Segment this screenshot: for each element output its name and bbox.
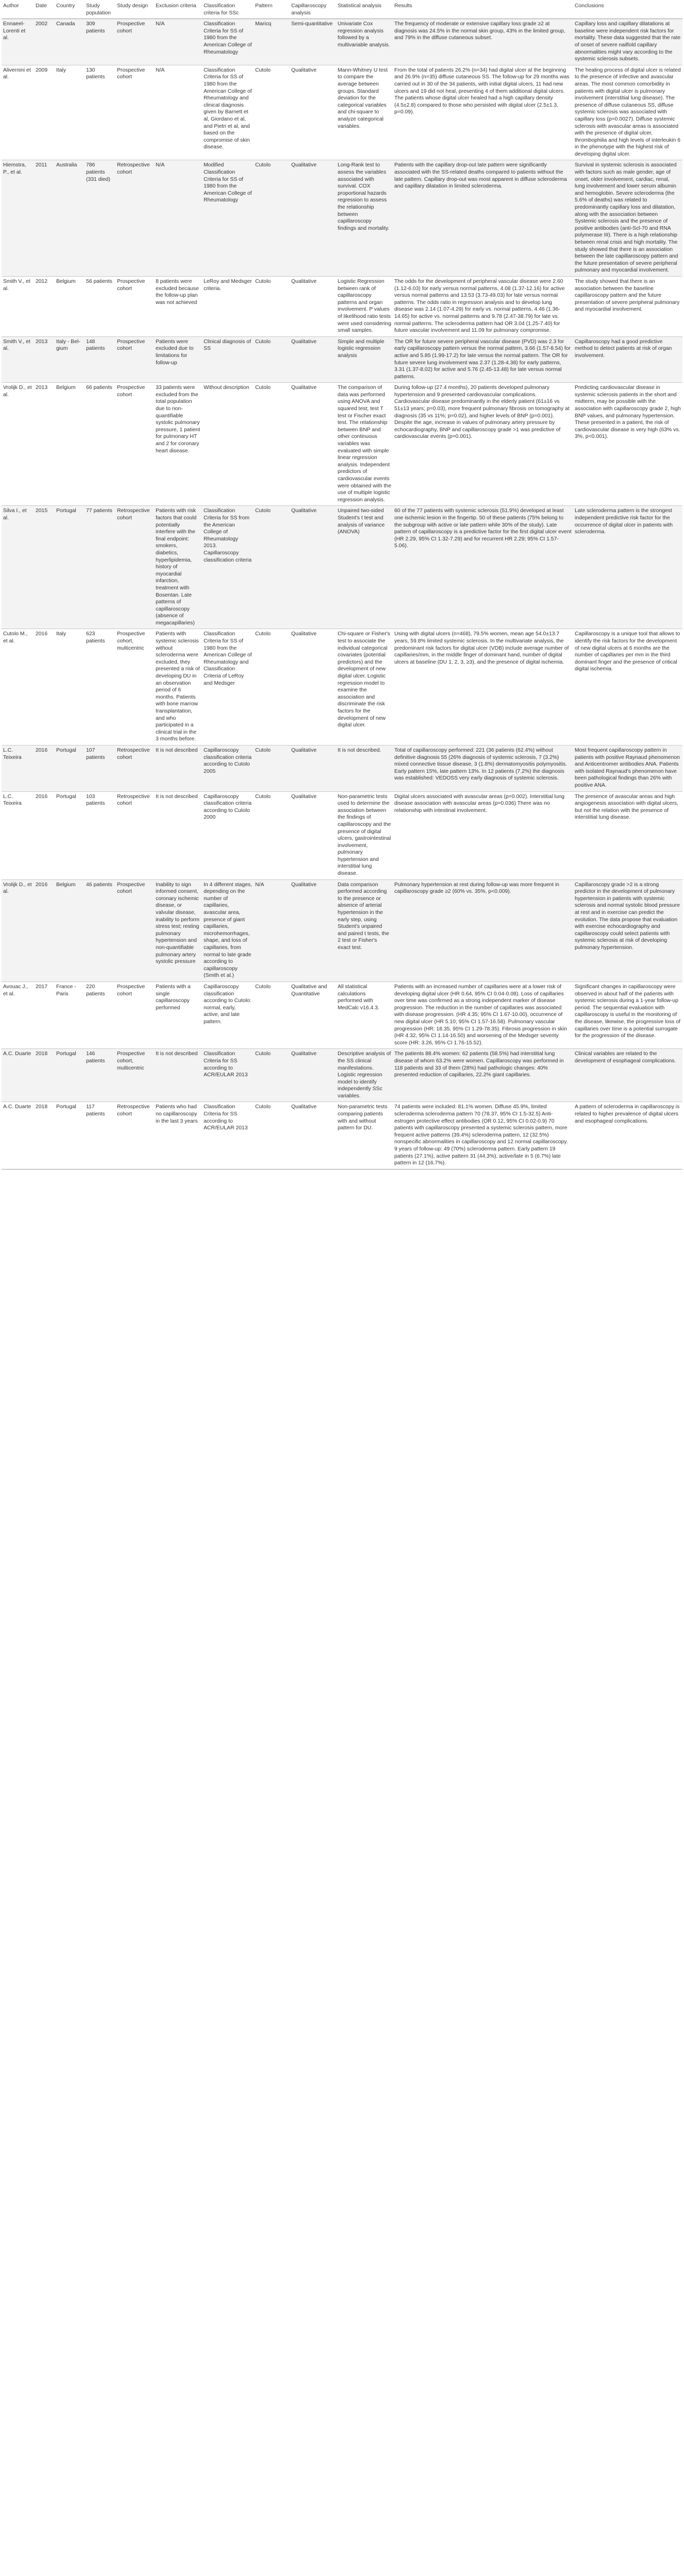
author-cell: Smith V., et al. — [2, 276, 34, 336]
design-cell: Retrospective cohort — [115, 791, 154, 879]
table-row — [2, 276, 682, 336]
capillaroscopy-cell: Qualitative — [290, 506, 336, 629]
results-cell: 60 of the 77 patients with systemic sclerosis (51.9%) developed at least one ischemic lesion in the fingertip. 50 of these patients (75% belong to the subgroup with active or late pattern while 30% of the study). Late pattern of capillaroscopy is a predictive factor for the first digital ulcer event (HR 2.29, 95% CI 1.32-7.29) and for recurrent HR 2.29; 95% CI 1.57-5.06). — [393, 506, 573, 629]
pattern-cell: Cutolo — [254, 791, 290, 879]
statistical-cell: Univariate Cox regression analysis followed by a multivariable analysis. — [336, 19, 393, 65]
header-conclusions: Conclusions — [573, 2, 682, 19]
population-cell: 220 patients — [85, 981, 115, 1048]
conclusions-cell: Most frequent capillaroscopy pattern in patients with positive Raynaud phenomenon and Anticentromer antibodies ANA. Patients with isolated Raynaud's phenomenon have been pathological findings than 26% with positive ANA. — [573, 745, 682, 791]
country-cell: Australia — [55, 160, 85, 277]
pattern-cell: Cutolo — [254, 1049, 290, 1102]
exclusion-cell: 33 patients were excluded from the total population due to non-quantifiable systolic pulmonary pressure, 1 patient for pulmonary HT and 2 for coronary heart disease. — [154, 383, 202, 506]
table-row — [2, 791, 682, 879]
author-cell: Avouac J., et al. — [2, 981, 34, 1048]
date-cell: 2016 — [34, 791, 55, 879]
conclusions-cell: Survival in systemic sclerosis is associated with factors such as male gender, age of onset, older involvement, cardiac, renal, lung involvement and lower serum albumin and hemoglobin. Severe scleroderma (the 5.6% of deaths) was related to predominantly capillary loss and dilatation, along with the association between Systemic sclerosis and the presence of positive antibodies (anti-Scl-70 and RNA polymerase III). There is a high relationship between renal crisis and high mortality. The study showed that there is an association between the late capillaroscopy pattern and the future presentation of severe peripheral pulmonary and myocardial involvement. — [573, 160, 682, 277]
pattern-cell: Cutolo — [254, 629, 290, 745]
classification-cell: In 4 different stages, depending on the number of capillaries, avascular area, presence of giant capillaries, microhemorrhages, shape, and loss of capillaries, from normal to late grade according to capillaroscopy (Smith et al.) — [202, 879, 254, 981]
pattern-cell: Cutolo — [254, 276, 290, 336]
population-cell: 56 patients — [85, 276, 115, 336]
date-cell: 2011 — [34, 160, 55, 277]
capillaroscopy-cell: Qualitative — [290, 629, 336, 745]
author-cell: Vrolijk D., et al. — [2, 879, 34, 981]
population-cell: 786 patients (331 died) — [85, 160, 115, 277]
population-cell: 117 patients — [85, 1102, 115, 1169]
author-cell: Smith V., et al. — [2, 336, 34, 383]
pattern-cell: Cutolo — [254, 745, 290, 791]
conclusions-cell: Capillaroscopy grade >2 is a strong predictor in the development of pulmonary hypertension in patients with systemic sclerosis and normal systolic blood pressure at rest and in exercise can predict the evolution. The data propose that evaluation with exercise echocardiography and capillaroscopy could select patients with systemic sclerosis at risk of developing pulmonary hypertension. — [573, 879, 682, 981]
design-cell: Prospective cohort, multicentric — [115, 629, 154, 745]
header-exclusion-criteria: Exclusion criteria — [154, 2, 202, 19]
pattern-cell: Cutolo — [254, 65, 290, 160]
date-cell: 2015 — [34, 506, 55, 629]
header-results: Results — [393, 2, 573, 19]
results-cell: The odds for the development of peripheral vascular disease were 2.60 (1.12-6.03) for early versus normal patterns, 4.08 (1.37-12.16) for active versus normal patterns and 13.53 (3.73-49.03) for late versus normal patterns. The odds ratio in regression analysis and to develop lung disease was 2.14 (1.07-4.29) for early vs. normal patterns, 4.46 (1.36-14.65) for active vs. normal patterns and 9.78 (2.47-38.79) for late vs. normal patterns. The scleroderma pattern had OR 3.04 (1.25-7.40) for future vascular involvement and 11.09 for pulmonary compromise. — [393, 276, 573, 336]
country-cell: Portugal — [55, 745, 85, 791]
table-row — [2, 879, 682, 981]
country-cell: Canada — [55, 19, 85, 65]
exclusion-cell: Patients with a single capillaroscopy performed — [154, 981, 202, 1048]
exclusion-cell: It is not described — [154, 791, 202, 879]
author-cell: Ennaeel-Lorenti et al. — [2, 19, 34, 65]
date-cell: 2009 — [34, 65, 55, 160]
classification-cell: Classification Criteria for SS of 1980 from the American College of Rheumatology — [202, 19, 254, 65]
table-row — [2, 981, 682, 1048]
statistical-cell: Chi-square or Fisher's test to associate the individual categorical covariates (potential predictors) and the development of new digital ulcer. Logistic regression model to examine the association and discriminate the risk factors for the development of new digital ulcer. — [336, 629, 393, 745]
statistical-cell: Logistic Regression between rank of capillaroscopy patterns and organ involvement. P values of likelihood ratio tests were used considering small samples. — [336, 276, 393, 336]
pattern-cell: N/A — [254, 879, 290, 981]
exclusion-cell: 8 patients were excluded because the follow-up plan was not achieved — [154, 276, 202, 336]
country-cell: Italy — [55, 629, 85, 745]
design-cell: Prospective cohort — [115, 276, 154, 336]
author-cell: Silva I., et al. — [2, 506, 34, 629]
classification-cell: Without description — [202, 383, 254, 506]
exclusion-cell: Patients with risk factors that could potentially interfere with the final endpoint: smokers, diabetics, hyperlipidemia, history of myocardial infarction, treatment with Bosentan. Late patterns of capillaroscopy (absence of megacapillaries) — [154, 506, 202, 629]
classification-cell: Clinical diagnosis of SS — [202, 336, 254, 383]
capillaroscopy-cell: Qualitative — [290, 1049, 336, 1102]
country-cell: Italy - Bel-gium — [55, 336, 85, 383]
table-row — [2, 160, 682, 277]
design-cell: Prospective cohort — [115, 981, 154, 1048]
population-cell: 623 patients — [85, 629, 115, 745]
capillaroscopy-cell: Semi-quantitative — [290, 19, 336, 65]
statistical-cell: Non-parametric tests used to determine the association between the findings of capillaroscopy and the presence of digital ulcers, gastrointestinal involvement, pulmonary hypertension and interstitial lung disease. — [336, 791, 393, 879]
country-cell: Belgium — [55, 879, 85, 981]
studies-table — [2, 2, 682, 1170]
pattern-cell: Cutolo — [254, 1102, 290, 1169]
pattern-cell: Cutolo — [254, 160, 290, 277]
statistical-cell: Long-Rank test to assess the variables associated with survival. COX proportional hazards regression to assess the relationship between capillaroscopy findings and mortality. — [336, 160, 393, 277]
design-cell: Prospective cohort — [115, 19, 154, 65]
conclusions-cell: A pattern of scleroderma in capillaroscopy is related to higher prevalence of digital ulcers and esophageal complications. — [573, 1102, 682, 1169]
design-cell: Retrospective cohort — [115, 745, 154, 791]
conclusions-cell: Clinical variables are related to the development of esophageal complications. — [573, 1049, 682, 1102]
conclusions-cell: Late scleroderma pattern is the strongest independent predictive risk factor for the occurrence of digital ulcer in patients with scleroderma. — [573, 506, 682, 629]
design-cell: Prospective cohort, multicentric — [115, 1049, 154, 1102]
results-cell: During follow-up (27.4 months), 20 patients developed pulmonary hypertension and 9 presented cardiovascular complications. Cardiovascular disease predominantly in the elderly patient (61±16 vs 51±13 years; p=0.03), more frequent pulmonary fibrosis on tomography at diagnosis (35 vs 11%; p=0.02), and higher levels of BNP (p=0.001). Despite the age, increase in values of pulmonary artery pressure by echocardiography, BNP and capillaroscopy grade >1 was predictive of cardiovascular events (p=0.001). — [393, 383, 573, 506]
population-cell: 77 patients — [85, 506, 115, 629]
date-cell: 2013 — [34, 336, 55, 383]
design-cell: Retrospective cohort — [115, 506, 154, 629]
results-cell: From the total of patients 26.2% (n=34) had digital ulcer at the beginning and 26.9% (n=35) diffuse cutaneous SS. The follow-up for 29 months was carried out in 30 of the 34 patients, with initial digital ulcers, 11 had new ulcers and 19 did not heal, presenting 4 of them additional digital ulcers. The patients whose digital ulcer healed had a high capillary density (4.5±2.8) compared to those who persisted with digital ulcer (2.5±1.3, p=0.09). — [393, 65, 573, 160]
country-cell: Belgium — [55, 276, 85, 336]
design-cell: Prospective cohort — [115, 879, 154, 981]
date-cell: 2016 — [34, 629, 55, 745]
conclusions-cell: The healing process of digital ulcer is related to the presence of infective and avascular areas. The most common comorbidity in patients with digital ulcer is pulmonary involvement (interstitial lung disease). The presence of diffuse cutaneous SS, diffuse systemic sclerosis was associated with capillary loss (p=0.0027). Diffuse systemic sclerosis with avascular areas is associated with the presence of digital ulcer, thrombophilia and high levels of interleukin 6 in the phenotype with the highest risk of developing digital ulcer. — [573, 65, 682, 160]
statistical-cell: Unpaired two-sided Student's t test and analysis of variance (ANOVA) — [336, 506, 393, 629]
population-cell: 66 patients — [85, 383, 115, 506]
population-cell: 130 patients — [85, 65, 115, 160]
results-cell: The frequency of moderate or extensive capillary loss grade ≥2 at diagnosis was 24.5% in the normal skin group, 43% in the limited group, and 79% in the diffuse cutaneous subset. — [393, 19, 573, 65]
capillaroscopy-cell: Qualitative — [290, 160, 336, 277]
statistical-cell: Simple and multiple logistic regression analysis — [336, 336, 393, 383]
results-cell: Digital ulcers associated with avascular areas (p=0.002). Interstitial lung disease association with avascular areas (p=0.036) There was no relationship with intestinal involvement. — [393, 791, 573, 879]
header-author: Author — [2, 2, 34, 19]
header-pattern: Pattern — [254, 2, 290, 19]
date-cell: 2012 — [34, 276, 55, 336]
classification-cell: Classification Criteria for SS of 1980 from the American College of Rheumatology and clinical diagnosis given by Barnett et al, Giordano et al, and Pietri et al, and based on the compromise of skin disease. — [202, 65, 254, 160]
date-cell: 2013 — [34, 383, 55, 506]
design-cell: Prospective cohort — [115, 383, 154, 506]
statistical-cell: It is not described. — [336, 745, 393, 791]
header-study-population: Study population — [85, 2, 115, 19]
design-cell: Prospective cohort — [115, 65, 154, 160]
results-cell: Pulmonary hypertension at rest during follow-up was more frequent in capillaroscopy grade ≥2 (60% vs. 35%, p<0.009). — [393, 879, 573, 981]
pattern-cell: Cutolo — [254, 336, 290, 383]
date-cell: 2016 — [34, 745, 55, 791]
classification-cell: Capillaroscopy classification criteria according to Cutolo 2000 — [202, 791, 254, 879]
pattern-cell: Cutolo — [254, 383, 290, 506]
header-statistical-analysis: Statistical analysis — [336, 2, 393, 19]
capillaroscopy-cell: Qualitative — [290, 879, 336, 981]
capillaroscopy-cell: Qualitative — [290, 65, 336, 160]
statistical-cell: All statistical calculations performed with MedCalc v16.4.3. — [336, 981, 393, 1048]
exclusion-cell: N/A — [154, 19, 202, 65]
classification-cell: Classification Criteria for SS according to ACR/EULAR 2013 — [202, 1049, 254, 1102]
author-cell: Hiemstra, P., et al. — [2, 160, 34, 277]
header-capillaroscopy-analysis: Capillaroscopy analysis — [290, 2, 336, 19]
table-row — [2, 19, 682, 65]
country-cell: Portugal — [55, 791, 85, 879]
results-cell: Total of capillaroscopy performed: 221 (36 patients (62.4%) without definitive diagnosis 55 (26% diagnosis of systemic sclerosis, 7 (3.2%) mixed connective tissue disease, 3 (1.8%) dermatomyositis polymyositis. Early pattern 15%, late pattern 13%. In 12 patients (7.2%) the diagnosis was established: VEDOSS very early diagnosis of systemic sclerosis. — [393, 745, 573, 791]
author-cell: L.C. Teixeira — [2, 745, 34, 791]
classification-cell: Capillaroscopy classification according to Cutolo: normal, early, active, and late pattern. — [202, 981, 254, 1048]
design-cell: Retrospective cohort — [115, 160, 154, 277]
classification-cell: LeRoy and Medsger criteria. — [202, 276, 254, 336]
exclusion-cell: Patients who had no capillaroscopy in the last 3 years — [154, 1102, 202, 1169]
exclusion-cell: Inability to sign informed consent, coronary ischemic disease, or valvular disease, inability to perform stress test; resting pulmonary hypertension and non-quantifiable pulmonary artery systolic pressure — [154, 879, 202, 981]
classification-cell: Classification Criteria for SS according to ACR/EULAR 2013 — [202, 1102, 254, 1169]
population-cell: 309 patients — [85, 19, 115, 65]
table-row — [2, 1102, 682, 1169]
statistical-cell: Non-parametric tests comparing patients with and without pattern for DU. — [336, 1102, 393, 1169]
capillaroscopy-cell: Qualitative — [290, 276, 336, 336]
exclusion-cell: N/A — [154, 160, 202, 277]
design-cell: Retrospective cohort — [115, 1102, 154, 1169]
author-cell: Vrolijk D., et al. — [2, 383, 34, 506]
capillaroscopy-cell: Qualitative — [290, 383, 336, 506]
statistical-cell: Mann-Whitney U test to compare the average between groups. Standard deviation for the categorical variables and chi-square to analyze categorical variables. — [336, 65, 393, 160]
results-cell: Using with digital ulcers (n=468), 79.5% women, mean age 54.0±13.7 years, 59.8% limited systemic sclerosis. In the multivariate analysis, the predominant risk factors for digital ulcer (VDB) include average number of capillaries/mm, in the middle finger of dominant hand, number of digital ulcers at baseline (DU 1, 2, 3, ≥3), and the presence of digital ischemia. — [393, 629, 573, 745]
conclusions-cell: Capillary loss and capillary dilatations at baseline were independent risk factors for mortality. These data suggested that the rate of onset of severe nailfold capillary abnormalities might vary according to the systemic sclerosis subsets. — [573, 19, 682, 65]
exclusion-cell: It is not described — [154, 745, 202, 791]
classification-cell: Modified Classification Criteria for SS of 1980 from the American College of Rheumatology — [202, 160, 254, 277]
classification-cell: Classification Criteria for SS from the American College of Rheumatology 2013. Capillaroscopy classification criteria — [202, 506, 254, 629]
country-cell: Portugal — [55, 1102, 85, 1169]
conclusions-cell: Significant changes in capillaroscopy were observed in about half of the patients with systemic sclerosis during a 1-year follow-up period. The sequential evaluation with capillaroscopy is useful in the monitoring of the disease, likewise, the progressive loss of capillaries over time is a potential surrogate for the progression of the disease. — [573, 981, 682, 1048]
statistical-cell: The comparison of data was performed using ANOVA and squared test; test T test or Fischer exact test. The relationship between BNP and other continuous variables was evaluated with simple linear regression analysis. Independent predictors of cardiovascular events were obtained with the use of multiple logistic regression analysis. — [336, 383, 393, 506]
exclusion-cell: Patients were excluded due to limitations for follow-up — [154, 336, 202, 383]
results-cell: The OR for future severe peripheral vascular disease (PVD) was 2.3 for early capillaroscopy pattern versus the normal pattern, 3.66 (1.57-8.54) for active and 5.85 (1.99-17.2) for late versus the normal pattern. The OR for future severe lung involvement was 2.37 (1.28-4.38) for early patterns, 3.31 (1.37-8.02) for active and 5.76 (2.45-13.48) for late versus normal patterns. — [393, 336, 573, 383]
country-cell: Belgium — [55, 383, 85, 506]
author-cell: A.C. Duarte — [2, 1102, 34, 1169]
capillaroscopy-cell: Qualitative and Quantitative — [290, 981, 336, 1048]
table-row — [2, 65, 682, 160]
exclusion-cell: It is not described — [154, 1049, 202, 1102]
country-cell: Italy — [55, 65, 85, 160]
statistical-cell: Data comparison performed according to the presence or absence of arterial hypertension in the early step, using Student's unpaired and paired t tests, the 2 test or Fisher's exact test. — [336, 879, 393, 981]
date-cell: 2016 — [34, 879, 55, 981]
date-cell: 2018 — [34, 1102, 55, 1169]
date-cell: 2018 — [34, 1049, 55, 1102]
header-date: Date — [34, 2, 55, 19]
conclusions-cell: Capillaroscopy is a unique tool that allows to identify the risk factors for the development of new digital ulcers at 6 months are the number of capillaries per mm in the third dominant finger and the presence of critical digital ischemia. — [573, 629, 682, 745]
population-cell: 148 patients — [85, 336, 115, 383]
pattern-cell: Cutolo — [254, 981, 290, 1048]
capillaroscopy-cell: Qualitative — [290, 1102, 336, 1169]
country-cell: France - Paris — [55, 981, 85, 1048]
country-cell: Portugal — [55, 1049, 85, 1102]
pattern-cell: Maricq — [254, 19, 290, 65]
table-header-row — [2, 2, 682, 19]
header-classification-criteria: Classification criteria for SSc — [202, 2, 254, 19]
header-study-design: Study design — [115, 2, 154, 19]
capillaroscopy-cell: Qualitative — [290, 745, 336, 791]
date-cell: 2002 — [34, 19, 55, 65]
exclusion-cell: Patients with systemic sclerosis without scleroderma were excluded, they presented a risk of developing DU in an observation period of 6 months. Patients with bone marrow transplantation, and who participated in a clinical trial in the 3 months before. — [154, 629, 202, 745]
capillaroscopy-cell: Qualitative — [290, 336, 336, 383]
population-cell: 103 patients — [85, 791, 115, 879]
results-cell: 74 patients were included: 81.1% women. Diffuse 45.9%, limited scleroderma scleroderma pattern 70 (78.37, 95% CI 1.5-32.5) Anti-estrogen protective effect antibodies (OR 0.12, 95% CI 0.02-0.9) 70 patients with capillaroscopy presented a systemic sclerosis pattern, more frequent active patterns (39.4%) scleroderma pattern, 12 (32.5%) nonspecific abnormalities in capillaroscopy and 12 normal capillaroscopy. 9 years of follow-up: 49 (70%) scleroderma pattern. Early pattern 19 patients (27.1%), active pattern 31 (44.3%), active/late in 5 (6.7%) late pattern in 12 (16.7%). — [393, 1102, 573, 1169]
design-cell: Prospective cohort — [115, 336, 154, 383]
table-row — [2, 336, 682, 383]
capillaroscopy-cell: Qualitative — [290, 791, 336, 879]
statistical-cell: Descriptive analysis of the SS clinical manifestations. Logistic regression model to identify independently SSc variables. — [336, 1049, 393, 1102]
table-row — [2, 629, 682, 745]
results-cell: Patients with an increased number of capillaries were at a lower risk of developing digital ulcer (HR 0.64, 95% CI 0.04-0.08). Loss of capillaries over time was confirmed as a strong independent marker of disease progression. The reduction in the number of capillaries was associated with disease progression. (HR 4.35; 95% CI 1.67-10.00), occurrence of new digital ulcer (HR 5.10; 95% CI 1.57-16.58). Pulmonary vascular progression (HR: 18.35, 95% CI 1.29-78.35). Fibrosis progression in skin (HR 4.32, 95% CI 1.14-16.50) and worsening of the Medsger severity score (HR: 3.26, 95% CI 1.76-15.52). — [393, 981, 573, 1048]
table-row — [2, 1049, 682, 1102]
exclusion-cell: N/A — [154, 65, 202, 160]
country-cell: Portugal — [55, 506, 85, 629]
population-cell: 46 patients — [85, 879, 115, 981]
author-cell: A.C. Duarte — [2, 1049, 34, 1102]
author-cell: Cutolo M., et al. — [2, 629, 34, 745]
date-cell: 2017 — [34, 981, 55, 1048]
conclusions-cell: The study showed that there is an association between the baseline capillaroscopy pattern and the future presentation of severe peripheral pulmonary and myocardial involvement. — [573, 276, 682, 336]
author-cell: L.C. Teixeira — [2, 791, 34, 879]
population-cell: 146 patients — [85, 1049, 115, 1102]
conclusions-cell: Predicting cardiovascular disease in systemic sclerosis patients in the short and midterm, may be possible with the association with capillaroscopy grade 2, high BNP values, and pulmonary hypertension. These presented in a patient, the risk of cardiovascular disease is very high (63% vs. 3%, p<0.001). — [573, 383, 682, 506]
pattern-cell: Cutolo — [254, 506, 290, 629]
results-cell: Patients with the capillary drop-out late pattern were significantly associated with the SS-related deaths compared to patients without the late pattern. Capillary drop-out was most apparent in diffuse scleroderma and capillary dilatation in limited scleroderma. — [393, 160, 573, 277]
table-row — [2, 745, 682, 791]
conclusions-cell: The presence of avascular areas and high angiogenesis association with digital ulcers, but not the relation with the presence of interstitial lung disease. — [573, 791, 682, 879]
table-row — [2, 506, 682, 629]
results-cell: The patients 88.4% women: 62 patients (58.5%) had interstitial lung disease of whom 63.2% were women. Capillaroscopy was performed in 118 patients and 33 of them (28%) had pathologic changes: 40% presented reduction of capillaries, 22.2% giant capillaries. — [393, 1049, 573, 1102]
conclusions-cell: Capillaroscopy had a good predictive method to detect patients at risk of organ involvement. — [573, 336, 682, 383]
table-row — [2, 383, 682, 506]
header-country: Country — [55, 2, 85, 19]
table-body — [2, 19, 682, 1170]
author-cell: Alivernini et al. — [2, 65, 34, 160]
classification-cell: Capillaroscopy classification criteria according to Cutolo 2005 — [202, 745, 254, 791]
classification-cell: Classification Criteria for SS of 1980 from the American College of Rheumatology and Classification Criteria of LeRoy and Medsger — [202, 629, 254, 745]
population-cell: 107 patients — [85, 745, 115, 791]
